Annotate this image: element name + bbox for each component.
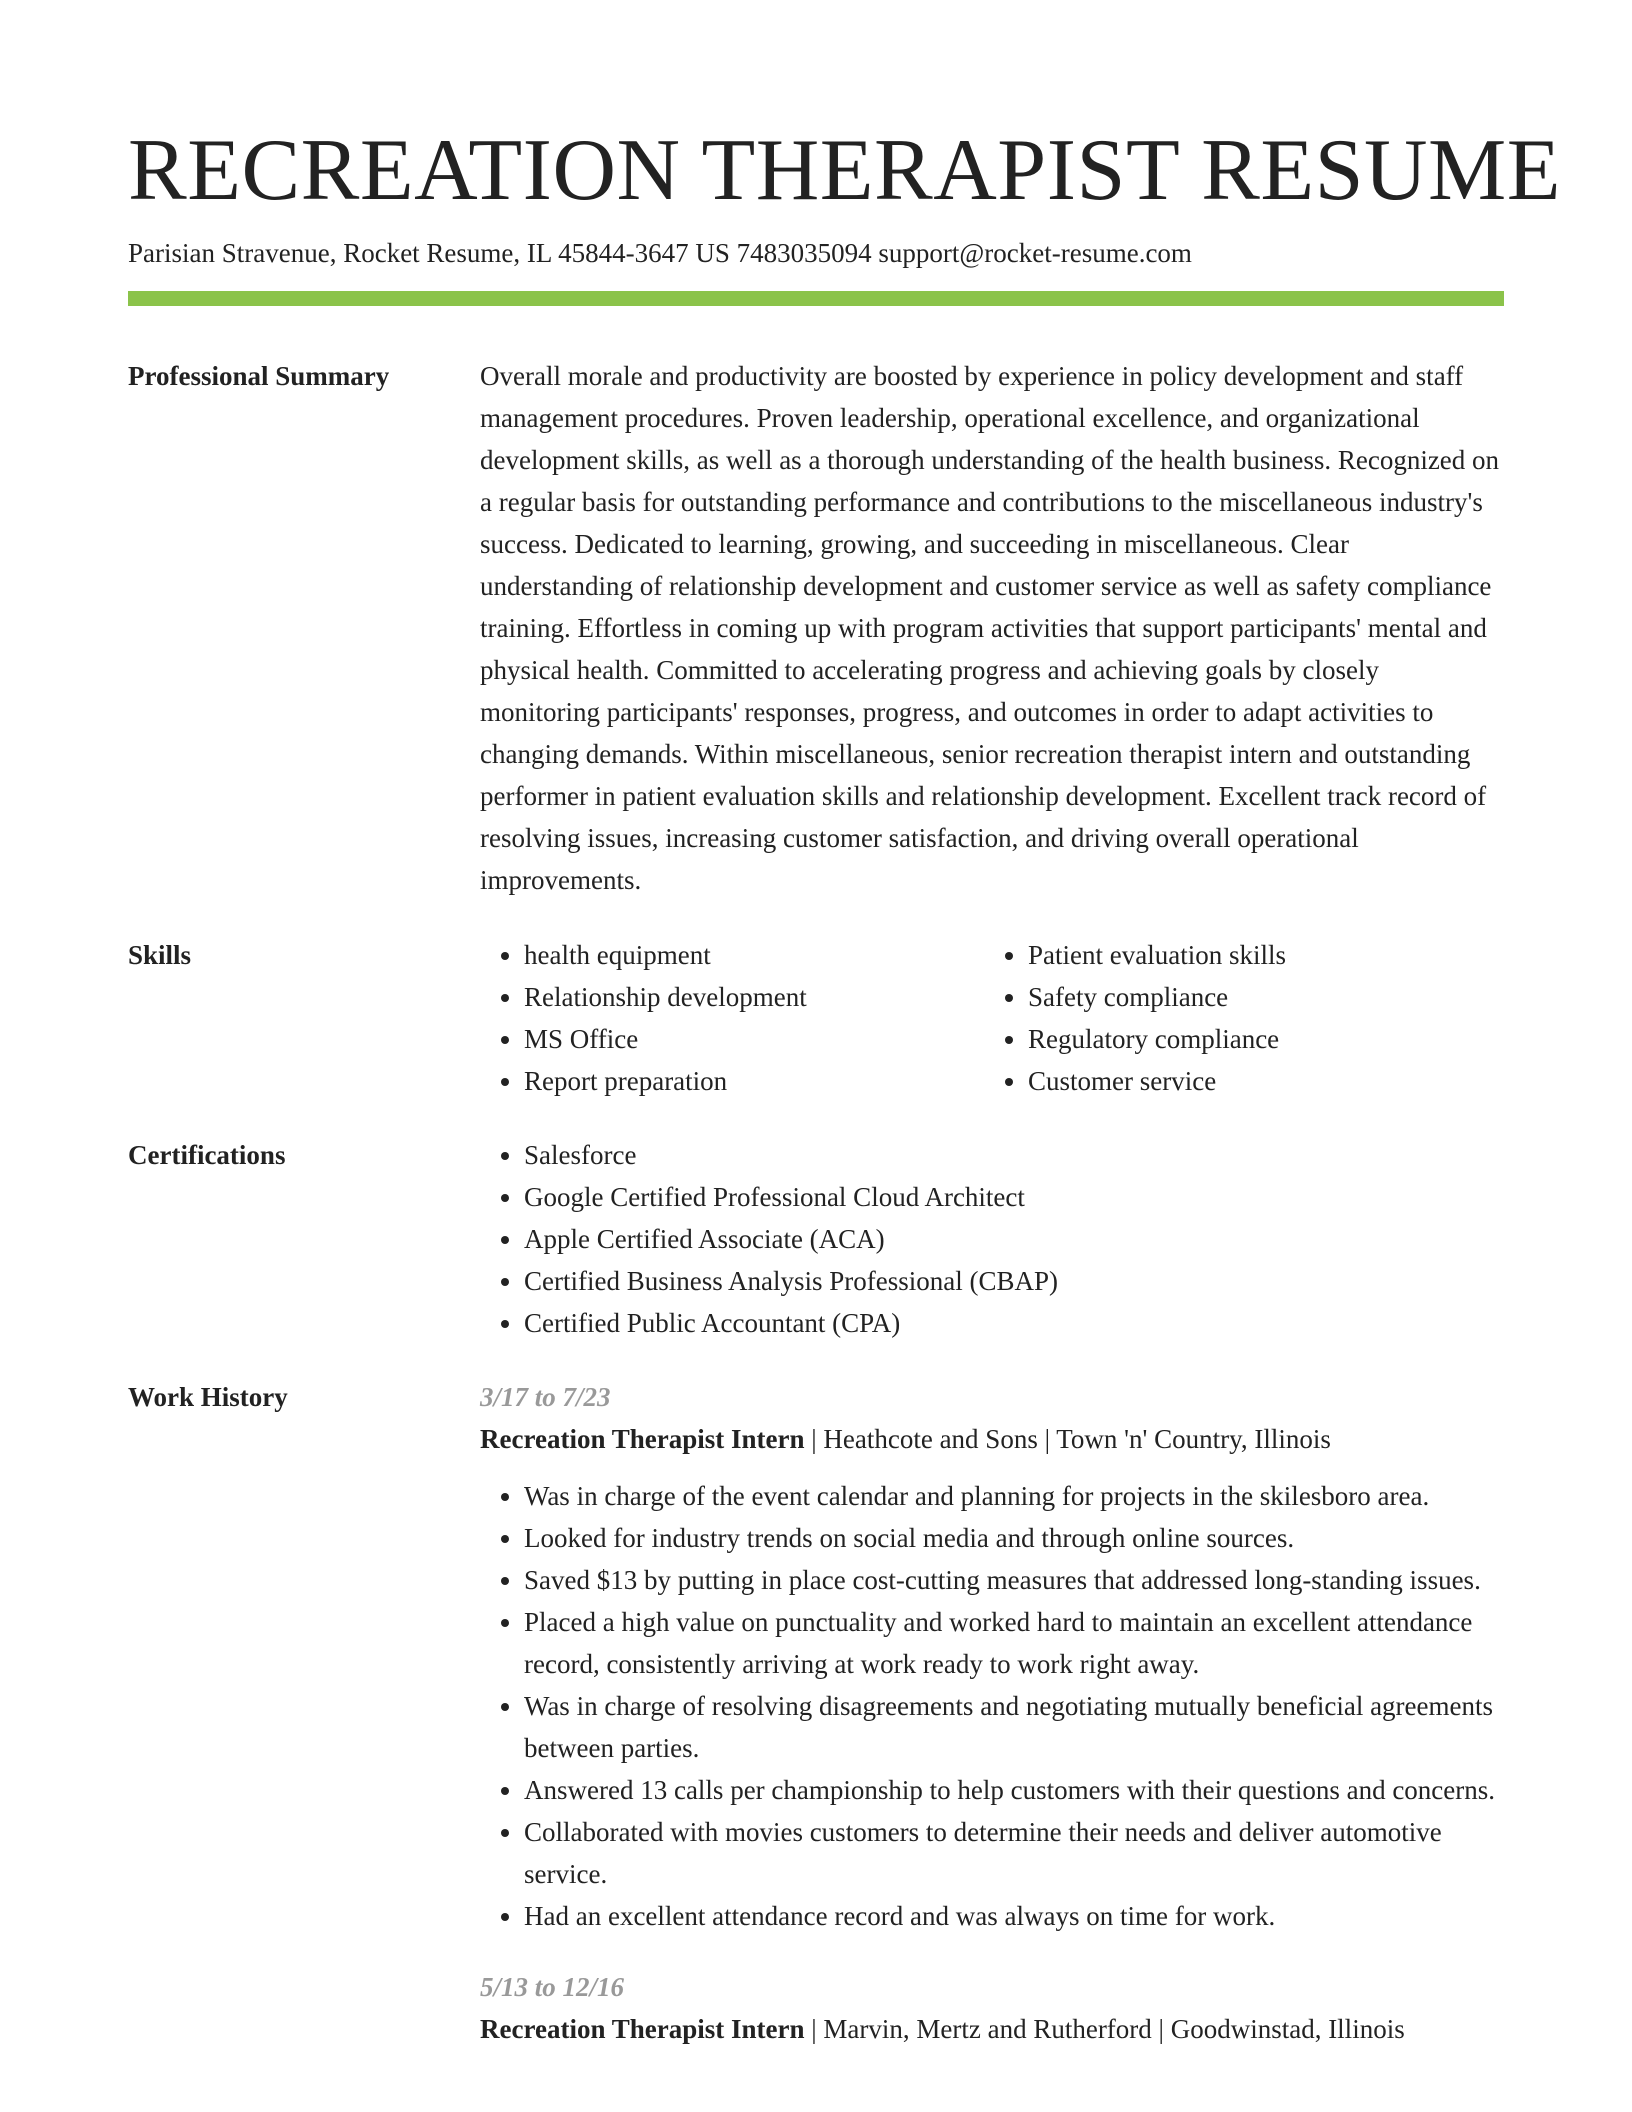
professional-summary-section [128,355,1504,901]
skill-item: • Report preparation [524,1060,984,1102]
job-dates: 3/17 to 7/23 [480,1382,611,1412]
job-title: Recreation Therapist Intern [480,2014,805,2044]
summary-text: Overall morale and productivity are boosted by experience in policy development and staff management procedures. Proven leadership, operational excellence, and organizational development skills, as well as a thorough understanding of the health business. Recognized on a regular basis for outstanding performance and contributions to the miscellaneous industry's success. Dedicated to learning, growing, and succeeding in miscellaneous. Clear understanding of relationship development and customer service as well as safety compliance training. Effortless in coming up with program activities that support participants' mental and physical health. Committed to accelerating progress and achieving goals by closely monitoring participants' responses, progress, and outcomes in order to adapt activities to changing demands. Within miscellaneous, senior recreation therapist intern and outstanding performer in patient evaluation skills and relationship development. Excellent track record of resolving issues, increasing customer satisfaction, and driving overall operational improvements. [480,361,1500,895]
job-location: Goodwinstad, Illinois [1170,2014,1405,2044]
contact-email: support@rocket-resume.com [878,238,1192,268]
contact-phone: 7483035094 [736,238,872,268]
job-heading: Recreation Therapist Intern | Marvin, Mertz and Rutherford | Goodwinstad, Illinois [480,2014,1405,2044]
skills-section [128,934,1504,1102]
job-employer: Heathcote and Sons [823,1424,1038,1454]
job-bullet: • Was in charge of the event calendar and planning for projects in the skilesboro area. [524,1475,1504,1517]
job-bullet: • Looked for industry trends on social media and through online sources. [524,1517,1504,1559]
skill-item: • Customer service [1028,1060,1488,1102]
work-history-section [128,1376,1504,2050]
certification-item: • Salesforce [524,1134,1504,1176]
section-label-certifications: Certifications [128,1140,286,1170]
certifications-list [480,1134,1504,1344]
job-dates: 5/13 to 12/16 [480,1972,625,2002]
skills-list-left [480,934,984,1102]
job-bullet: • Had an excellent attendance record and was always on time for work. [524,1895,1504,1937]
resume-page [128,0,1562,2050]
section-label-summary: Professional Summary [128,361,390,391]
contact-line [128,235,1504,271]
skill-item: • Relationship development [524,976,984,1018]
skill-item: • MS Office [524,1018,984,1060]
contact-address: Parisian Stravenue, Rocket Resume, IL 45844-3647 US [128,238,730,268]
job-bullet: • Placed a high value on punctuality and worked hard to maintain an excellent attendance record, consistently arriving at work ready to work right away. [524,1601,1504,1685]
job-employer: Marvin, Mertz and Rutherford [823,2014,1152,2044]
job-bullet: • Answered 13 calls per championship to help customers with their questions and concerns. [524,1769,1504,1811]
certification-item: • Google Certified Professional Cloud Architect [524,1176,1504,1218]
certification-item: • Certified Business Analysis Professional (CBAP) [524,1260,1504,1302]
job-bullet: • Was in charge of resolving disagreements and negotiating mutually beneficial agreements between parties. [524,1685,1504,1769]
job-location: Town 'n' Country, Illinois [1056,1424,1331,1454]
skill-item: • Patient evaluation skills [1028,934,1488,976]
certifications-section [128,1134,1504,1344]
job-entry [480,1376,1504,1937]
resume-title: RECREATION THERAPIST RESUME [128,122,1562,219]
skill-item: • health equipment [524,934,984,976]
skill-item: • Regulatory compliance [1028,1018,1488,1060]
job-title: Recreation Therapist Intern [480,1424,805,1454]
job-bullet-list [480,1475,1504,1937]
header-divider [128,291,1504,306]
job-heading: Recreation Therapist Intern | Heathcote and Sons | Town 'n' Country, Illinois [480,1424,1331,1454]
section-label-work-history: Work History [128,1382,288,1412]
certification-item: • Apple Certified Associate (ACA) [524,1218,1504,1260]
section-label-skills: Skills [128,940,192,970]
certification-item: • Certified Public Accountant (CPA) [524,1302,1504,1344]
job-bullet: • Collaborated with movies customers to determine their needs and deliver automotive service. [524,1811,1504,1895]
job-entry [480,1966,1504,2050]
job-bullet: • Saved $13 by putting in place cost-cutting measures that addressed long-standing issues. [524,1559,1504,1601]
skill-item: • Safety compliance [1028,976,1488,1018]
skills-list-right [984,934,1488,1102]
